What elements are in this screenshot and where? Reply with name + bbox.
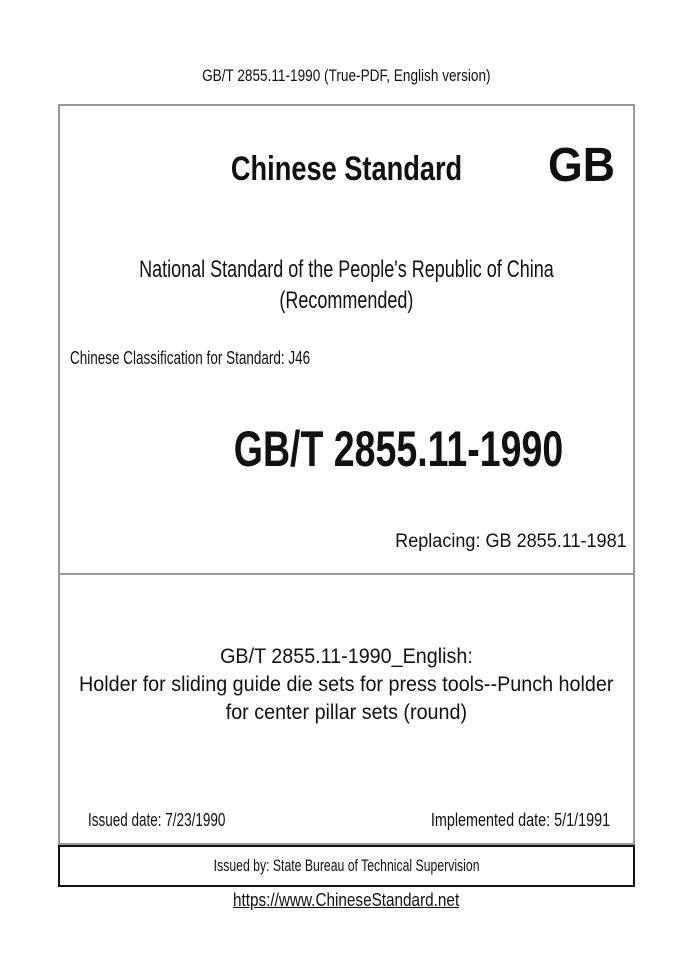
- replacing-note: Replacing: GB 2855.11-1981: [395, 531, 627, 552]
- implemented-date: Implemented date: 5/1/1991: [430, 810, 610, 830]
- website-row: [0, 890, 693, 911]
- issued-by-box: [58, 845, 635, 887]
- subtitle-line2: (Recommended): [279, 287, 414, 314]
- section-divider: [60, 573, 633, 575]
- classification-label: Chinese Classification for Standard: J46: [70, 348, 311, 368]
- english-title-line1: GB/T 2855.11-1990_English:: [220, 645, 473, 668]
- header-note-text: GB/T 2855.11-1990 (True-PDF, English version): [202, 66, 491, 85]
- standard-number: GB/T 2855.11-1990: [233, 421, 563, 477]
- issued-by-text: Issued by: State Bureau of Technical Supervision: [213, 856, 480, 875]
- english-title-line3: for center pillar sets (round): [225, 701, 468, 724]
- header-note: [58, 66, 635, 86]
- subtitle-line1: National Standard of the People's Republic of China: [139, 256, 554, 283]
- website-link[interactable]: https://www.ChineseStandard.net: [233, 890, 460, 910]
- english-title-line2: Holder for sliding guide die sets for press tools--Punch holder: [79, 673, 614, 696]
- brand-title: Chinese Standard: [230, 150, 463, 188]
- issued-date: Issued date: 7/23/1990: [88, 810, 226, 830]
- gb-logo: GB: [548, 139, 615, 192]
